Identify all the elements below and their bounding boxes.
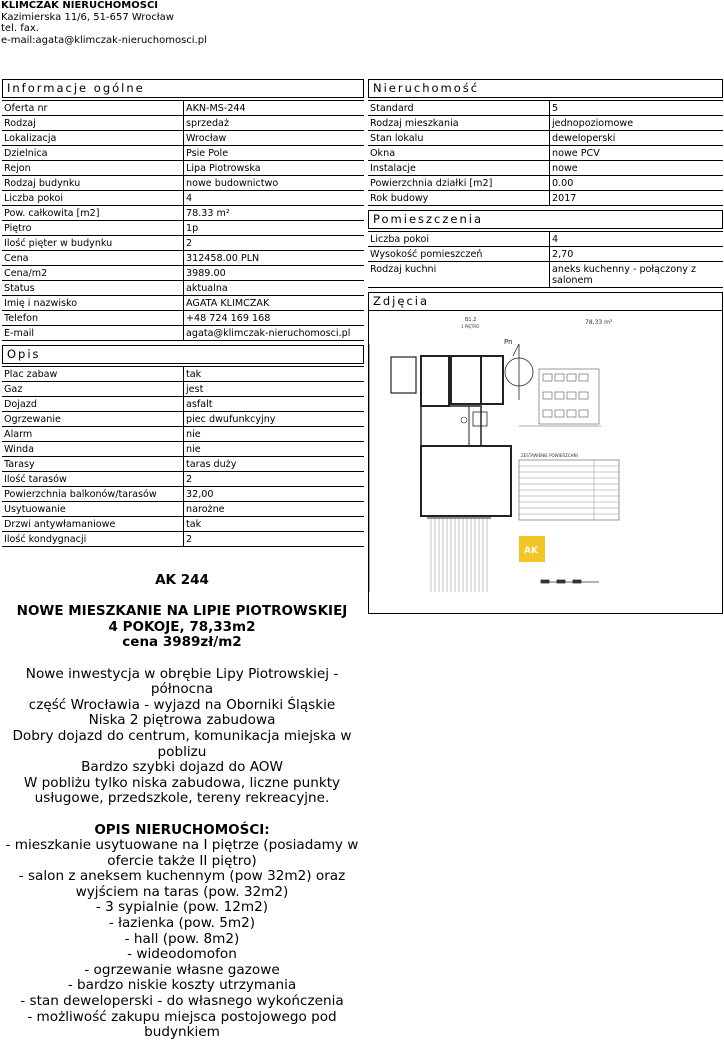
table-row bbox=[368, 262, 723, 288]
opis-heading: Opis bbox=[2, 345, 364, 364]
row-value: nowe budownictwo bbox=[184, 176, 365, 191]
ak-logo bbox=[519, 536, 545, 562]
table-row bbox=[2, 206, 364, 221]
offer-description bbox=[0, 573, 364, 1041]
row-value: 5 bbox=[550, 101, 724, 116]
row-label: Pow. całkowita [m2] bbox=[2, 206, 184, 221]
table-row bbox=[2, 311, 364, 326]
table-row bbox=[2, 161, 364, 176]
floor-plan-image[interactable] bbox=[369, 314, 722, 611]
table-row bbox=[2, 502, 364, 517]
table-row bbox=[2, 326, 364, 341]
general-info-heading: Informacje ogólne bbox=[2, 79, 364, 98]
intro-line: część Wrocławia - wyjazd na Oborniki Śląskie bbox=[28, 696, 336, 713]
row-value: agata@klimczak-nieruchomosci.pl bbox=[184, 326, 365, 341]
intro-line: W pobliżu tylko niska zabudowa, liczne punkty bbox=[23, 774, 341, 791]
row-value: nowe PCV bbox=[550, 146, 724, 161]
detail-line: - wideodomofon bbox=[127, 946, 237, 963]
row-label: Dojazd bbox=[2, 397, 184, 412]
detail-line: wyjściem na taras (pow. 32m2) bbox=[75, 883, 289, 900]
row-label: Liczba pokoi bbox=[2, 191, 184, 206]
details-list bbox=[0, 838, 364, 1041]
table-row bbox=[368, 176, 723, 191]
row-label: Powierzchnia balkonów/tarasów bbox=[2, 487, 184, 502]
headline-line-1: NOWE MIESZKANIE NA LIPIE PIOTROWSKIEJ bbox=[16, 603, 348, 620]
headline-line-2: 4 POKOJE, 78,33m2 bbox=[108, 618, 256, 635]
row-value: 312458.00 PLN bbox=[184, 251, 365, 266]
row-label: Dzielnica bbox=[2, 146, 184, 161]
row-label: Instalacje bbox=[368, 161, 550, 176]
row-value: AKN-MS-244 bbox=[184, 101, 365, 116]
row-value: 2017 bbox=[550, 191, 724, 206]
row-label: Alarm bbox=[2, 427, 184, 442]
detail-line: - możliwość zakupu miejsca postojowego pod bbox=[27, 1008, 337, 1025]
row-value: 4 bbox=[184, 191, 365, 206]
rooms-table bbox=[368, 231, 723, 288]
rooms-heading: Pomieszczenia bbox=[368, 210, 723, 229]
detail-line: - 3 sypialnie (pow. 12m2) bbox=[95, 899, 269, 916]
table-row bbox=[2, 457, 364, 472]
table-row bbox=[368, 146, 723, 161]
opis-table bbox=[2, 366, 364, 547]
north-label: Pn bbox=[504, 338, 513, 346]
row-value: aneks kuchenny - połączony z salonem bbox=[550, 262, 724, 288]
row-value: 3989.00 bbox=[184, 266, 365, 281]
row-label: Stan lokalu bbox=[368, 131, 550, 146]
table-row bbox=[2, 146, 364, 161]
row-value: 1p bbox=[184, 221, 365, 236]
row-label: Tarasy bbox=[2, 457, 184, 472]
table-row bbox=[2, 487, 364, 502]
table-row bbox=[2, 412, 364, 427]
row-label: Ilość kondygnacji bbox=[2, 532, 184, 547]
detail-line: - hall (pow. 8m2) bbox=[124, 930, 240, 947]
row-value: Psie Pole bbox=[184, 146, 365, 161]
svg-text:ZESTAWIENIE POWIERZCHNI: ZESTAWIENIE POWIERZCHNI bbox=[521, 453, 578, 458]
plan-floor-label: 1 PIĘTRO bbox=[461, 324, 480, 329]
row-label: Drzwi antywłamaniowe bbox=[2, 517, 184, 532]
table-row bbox=[2, 517, 364, 532]
row-value: narożne bbox=[184, 502, 365, 517]
row-label: Ilość tarasów bbox=[2, 472, 184, 487]
headline-line-3: cena 3989zł/m2 bbox=[122, 634, 242, 651]
row-label: Winda bbox=[2, 442, 184, 457]
row-label: Rodzaj bbox=[2, 116, 184, 131]
row-value: tak bbox=[184, 517, 365, 532]
table-row bbox=[368, 191, 723, 206]
agency-header bbox=[1, 0, 207, 46]
row-label: Liczba pokoi bbox=[368, 232, 550, 247]
row-value: 2 bbox=[184, 532, 365, 547]
table-row bbox=[2, 397, 364, 412]
row-value: taras duży bbox=[184, 457, 365, 472]
row-label: Rodzaj budynku bbox=[2, 176, 184, 191]
table-row bbox=[2, 101, 364, 116]
table-row bbox=[2, 116, 364, 131]
details-title: OPIS NIERUCHOMOŚCI: bbox=[94, 821, 270, 838]
table-row bbox=[368, 116, 723, 131]
row-label: Wysokość pomieszczeń bbox=[368, 247, 550, 262]
row-value: piec dwufunkcyjny bbox=[184, 412, 365, 427]
row-value: asfalt bbox=[184, 397, 365, 412]
row-label: Rodzaj mieszkania bbox=[368, 116, 550, 131]
row-value: Lipa Piotrowska bbox=[184, 161, 365, 176]
detail-line: - ogrzewanie własne gazowe bbox=[84, 961, 280, 978]
intro-line: poblizu bbox=[157, 743, 207, 760]
table-row bbox=[2, 532, 364, 547]
intro-line: Dobry dojazd do centrum, komunikacja miejska w bbox=[12, 727, 352, 744]
row-value: nie bbox=[184, 442, 365, 457]
table-row bbox=[2, 236, 364, 251]
detail-line: - łazienka (pow. 5m2) bbox=[108, 915, 256, 932]
row-value: 78.33 m² bbox=[184, 206, 365, 221]
row-value: nie bbox=[184, 427, 365, 442]
photos-heading: Zdjęcia bbox=[369, 293, 722, 311]
row-value: AGATA KLIMCZAK bbox=[184, 296, 365, 311]
row-value: 2 bbox=[184, 472, 365, 487]
row-label: Rodzaj kuchni bbox=[368, 262, 550, 288]
detail-line: - mieszkanie usytuowane na I piętrze (posiadamy w bbox=[5, 837, 359, 854]
table-row bbox=[2, 472, 364, 487]
photos-box bbox=[368, 292, 723, 614]
row-label: Imię i nazwisko bbox=[2, 296, 184, 311]
row-value: 32,00 bbox=[184, 487, 365, 502]
table-row bbox=[368, 161, 723, 176]
general-info-table bbox=[2, 100, 364, 341]
left-column bbox=[2, 79, 364, 547]
offer-code: AK 244 bbox=[155, 572, 209, 588]
row-value: nowe bbox=[550, 161, 724, 176]
row-value: jest bbox=[184, 382, 365, 397]
intro-line: Niska 2 piętrowa zabudowa bbox=[88, 712, 276, 729]
row-value: +48 724 169 168 bbox=[184, 311, 365, 326]
row-value: aktualna bbox=[184, 281, 365, 296]
company-phone: tel. fax. bbox=[1, 23, 39, 34]
row-label: Ilość pięter w budynku bbox=[2, 236, 184, 251]
intro-line: Nowe inwestycja w obrębie Lipy Piotrowskiej - północna bbox=[25, 665, 339, 698]
table-row bbox=[368, 232, 723, 247]
table-row bbox=[2, 176, 364, 191]
table-row bbox=[2, 281, 364, 296]
detail-line: - salon z aneksem kuchennym (pow 32m2) oraz bbox=[18, 868, 346, 885]
table-row bbox=[2, 221, 364, 236]
property-heading: Nieruchomość bbox=[368, 79, 723, 98]
property-table bbox=[368, 100, 723, 206]
row-label: Status bbox=[2, 281, 184, 296]
row-label: Oferta nr bbox=[2, 101, 184, 116]
row-label: Cena bbox=[2, 251, 184, 266]
row-label: Lokalizacja bbox=[2, 131, 184, 146]
row-label: Gaz bbox=[2, 382, 184, 397]
table-row bbox=[2, 442, 364, 457]
row-label: Telefon bbox=[2, 311, 184, 326]
detail-line: ofercie także II piętro) bbox=[107, 852, 257, 869]
company-address: Kazimierska 11/6, 51-657 Wrocław bbox=[1, 11, 174, 23]
row-label: Standard bbox=[368, 101, 550, 116]
detail-line: - stan deweloperski - do własnego wykończenia bbox=[20, 993, 344, 1010]
detail-line: - bardzo niskie koszty utrzymania bbox=[67, 977, 297, 994]
row-label: Okna bbox=[368, 146, 550, 161]
row-value: tak bbox=[184, 367, 365, 382]
row-value: 2,70 bbox=[550, 247, 724, 262]
row-value: 2 bbox=[184, 236, 365, 251]
plan-area-label: 78,33 m² bbox=[585, 319, 613, 326]
row-label: E-mail bbox=[2, 326, 184, 341]
table-row bbox=[2, 427, 364, 442]
table-row bbox=[2, 367, 364, 382]
row-value: deweloperski bbox=[550, 131, 724, 146]
table-row bbox=[368, 101, 723, 116]
row-value: jednopoziomowe bbox=[550, 116, 724, 131]
row-value: sprzedaż bbox=[184, 116, 365, 131]
row-value: 0.00 bbox=[550, 176, 724, 191]
row-label: Usytuowanie bbox=[2, 502, 184, 517]
intro-paragraph bbox=[0, 667, 364, 807]
intro-line: Bardzo szybki dojazd do AOW bbox=[81, 759, 283, 776]
table-row bbox=[2, 296, 364, 311]
intro-line: usługowe, przedszkole, tereny rekreacyjne. bbox=[34, 790, 330, 807]
svg-text:AK: AK bbox=[524, 546, 538, 556]
plan-building-label: B1.2 bbox=[465, 317, 477, 323]
table-row bbox=[2, 191, 364, 206]
row-label: Piętro bbox=[2, 221, 184, 236]
table-row bbox=[2, 266, 364, 281]
table-row bbox=[368, 131, 723, 146]
row-label: Rejon bbox=[2, 161, 184, 176]
company-name: KLIMCZAK NIERUCHOMOŚCI bbox=[1, 0, 159, 11]
table-row bbox=[2, 251, 364, 266]
row-label: Plac zabaw bbox=[2, 367, 184, 382]
table-row bbox=[368, 247, 723, 262]
row-value: 4 bbox=[550, 232, 724, 247]
row-label: Cena/m2 bbox=[2, 266, 184, 281]
row-value: Wrocław bbox=[184, 131, 365, 146]
table-row bbox=[2, 131, 364, 146]
company-email[interactable]: e-mail:agata@klimczak-nieruchomosci.pl bbox=[1, 34, 207, 46]
table-row bbox=[2, 382, 364, 397]
row-label: Powierzchnia działki [m2] bbox=[368, 176, 550, 191]
right-column bbox=[368, 79, 723, 614]
row-label: Ogrzewanie bbox=[2, 412, 184, 427]
row-label: Rok budowy bbox=[368, 191, 550, 206]
detail-line: budynkiem bbox=[144, 1024, 220, 1041]
